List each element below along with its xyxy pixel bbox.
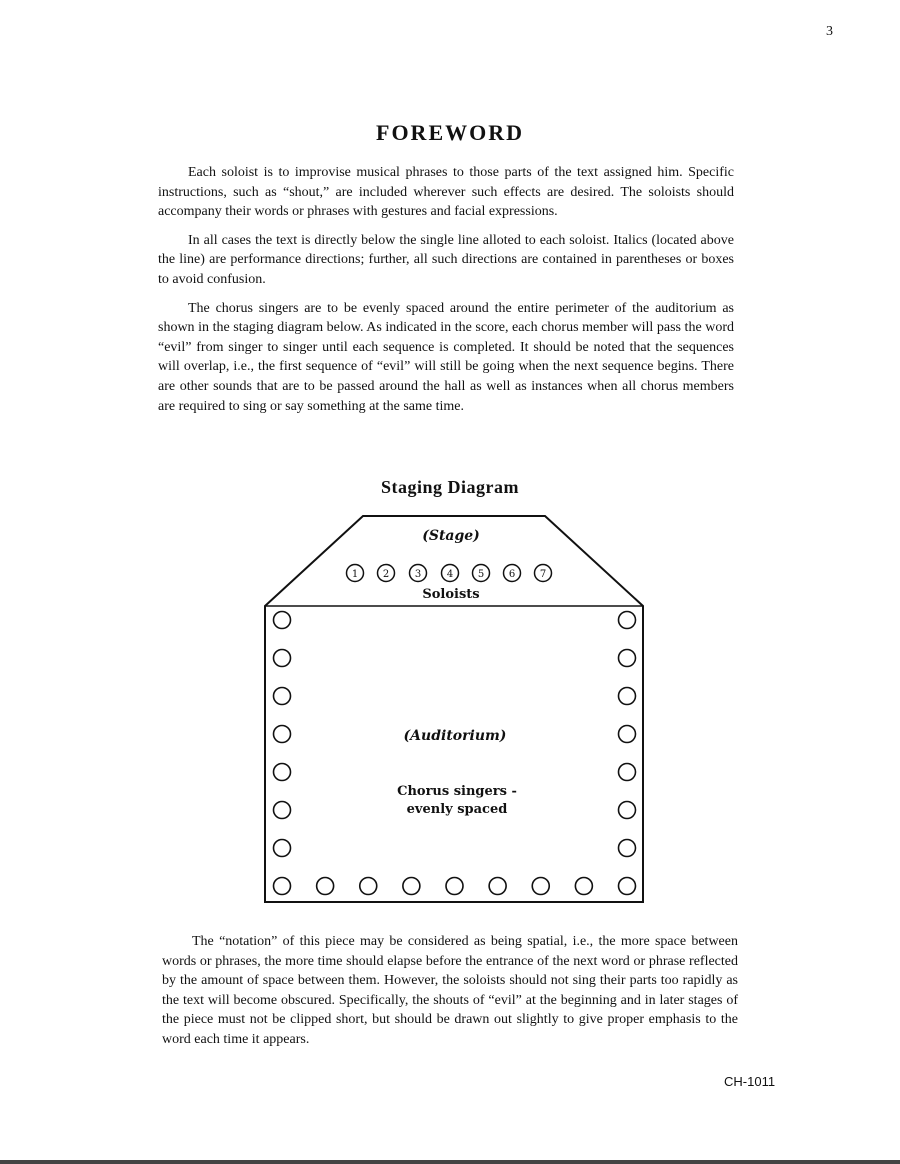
chorus-singer-bottom [532, 878, 549, 895]
chorus-singer-right [619, 650, 636, 667]
staging-diagram [255, 510, 655, 910]
chorus-singer-left [274, 688, 291, 705]
soloist-3 [410, 565, 427, 582]
soloist-number: 6 [508, 569, 516, 580]
soloists-label: Soloists [422, 587, 480, 602]
chorus-group [274, 612, 636, 895]
chorus-label-line1: Chorus singers - [397, 784, 517, 799]
diagram-title: Staging Diagram [381, 477, 519, 497]
chorus-singer-bottom [446, 878, 463, 895]
soloist-number: 7 [539, 569, 547, 580]
auditorium-label: (Auditorium) [403, 728, 507, 744]
chorus-singer-bottom [360, 878, 377, 895]
chorus-singer-right [619, 764, 636, 781]
chorus-singer-right [619, 612, 636, 629]
soloist-number: 5 [477, 569, 485, 580]
soloist-number: 2 [382, 569, 390, 580]
chorus-singer-bottom [317, 878, 334, 895]
stage-outline [265, 516, 643, 902]
chorus-singer-right [619, 802, 636, 819]
chorus-singer-right [619, 688, 636, 705]
chorus-singer-bottom [575, 878, 592, 895]
notation-text [162, 932, 738, 1059]
foreword-text [158, 163, 734, 425]
soloist-2 [378, 565, 395, 582]
chorus-singer-left [274, 650, 291, 667]
soloist-number: 4 [446, 569, 454, 580]
paragraph-text-placement: In all cases the text is directly below the single line alloted to each soloist. Italics (located above the line) are performance directions; further, all such directions are contained in parentheses or boxes to avoid confusion. [158, 232, 734, 287]
chorus-singer-left [274, 764, 291, 781]
chorus-singer-bottom [489, 878, 506, 895]
soloist-number: 3 [414, 569, 422, 580]
soloist-5 [473, 565, 490, 582]
stage-label: (Stage) [422, 528, 480, 544]
chorus-singer-left [274, 840, 291, 857]
chorus-singer-left [274, 802, 291, 819]
chorus-singer-right [619, 726, 636, 743]
page-edge [0, 1160, 900, 1164]
soloist-4 [442, 565, 459, 582]
page-title: FOREWORD [376, 120, 524, 145]
chorus-singer-bottom [619, 878, 636, 895]
chorus-label-line2: evenly spaced [406, 802, 508, 817]
page-number: 3 [826, 24, 833, 39]
chorus-singer-right [619, 840, 636, 857]
soloists-group [347, 565, 552, 582]
soloist-1 [347, 565, 364, 582]
chorus-singer-left [274, 726, 291, 743]
soloist-number: 1 [351, 569, 359, 580]
soloist-6 [504, 565, 521, 582]
soloist-7 [535, 565, 552, 582]
paragraph-chorus: The chorus singers are to be evenly spaced around the entire perimeter of the auditorium as shown in the staging diagram below. As indicated in the score, each chorus member will pass the word “evil” from singer to singer until each sequence is completed. It should be noted that the sequences will overlap, i.e., the first sequence of “evil” will still be going when the next sequence begins. There are other sounds that are to be passed around the hall as well as instances when all chorus members are required to sing or say something at the same time. [158, 300, 734, 414]
paragraph-notation: The “notation” of this piece may be considered as being spatial, i.e., the more space between words or phrases, the more time should elapse before the entrance of the next word or phrase reflected by the amount of space between them. However, the soloists should not sing their parts too rapidly as the text will become obscured. Specifically, the shouts of “evil” at the beginning and in later stages of the piece must not be clipped short, but should be drawn out slightly to give proper emphasis to the word each time it appears. [162, 934, 738, 1047]
chorus-singer-bottom [274, 878, 291, 895]
chorus-singer-left [274, 612, 291, 629]
chorus-singer-bottom [403, 878, 420, 895]
catalog-number: CH-1011 [724, 1074, 776, 1089]
paragraph-soloists: Each soloist is to improvise musical phrases to those parts of the text assigned him. Specific instructions, such as “shout,” are included wherever such effects are desired. The soloists should accompany their words or phrases with gestures and facial expressions. [158, 165, 734, 220]
